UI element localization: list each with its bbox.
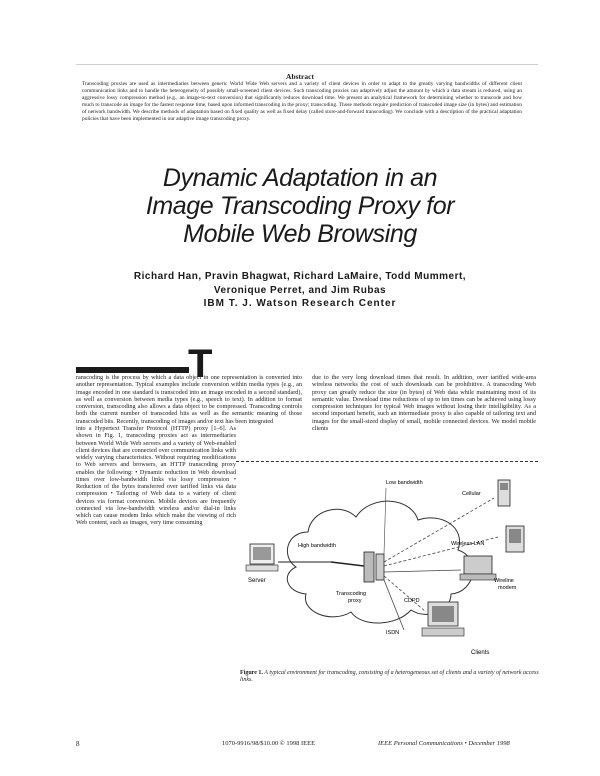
label-wireline-2: modem	[498, 585, 517, 591]
title-line-2: Image Transcoding Proxy for	[145, 192, 455, 220]
drop-cap: T	[188, 342, 213, 386]
abstract-body: Transcoding proxies are used as intermediaries between generic World Wide Web servers and a variety of client devices in order to adapt to the greatly varying bandwidths of different client communication links and to handle the heterogeneity of possibly small-screened client devices. Such transcoding proxies can adaptively adjust the amount by which a data stream is reduced, using an aggressive lossy compression method (e.g., an image-to-text conversion) that significantly reduces download time. We present an analytical framework for determining whether to transcode and how much to transcode an image for the fastest response time, based upon informed transcoding in the proxy; transcoding. Those methods require prediction of transcoded image size (in bytes) and estimation of network bandwidth. We describe methods of adaptation based on fixed quality as well as fixed delay (called store-and-forward transcoding). We conclude with a description of the practical adaptation policies that have been implemented in our adaptive image transcoding proxy.	[82, 81, 522, 122]
network-diagram	[236, 462, 538, 670]
label-high-bandwidth: High bandwidth	[298, 543, 336, 549]
label-transcoding-proxy-1: Transcoding	[336, 591, 367, 597]
proxy-icon	[364, 552, 384, 582]
label-wireline-1: Wireline	[494, 578, 514, 584]
authors-line-1: Richard Han, Pravin Bhagwat, Richard LaMaire, Todd Mummert,	[133, 271, 467, 282]
title-line-1: Dynamic Adaptation in an	[162, 164, 438, 192]
title-line-3: Mobile Web Browsing	[183, 220, 417, 248]
body-column-1-top: ranscoding is the process by which a data object in one representation is converted into another representation. Typical examples include conversion within media types (e.g., an image encoded in one standard is transcoded into an image encoded in a second standard), as well as conversion between media types (e.g., speech to text). In addition to format conversion, transcoding also allows a data object to be compressed. Transcoding controls both the current number of transcoded bits as well as the semantic meaning of those transcoded bits. Recently, transcoding of images and/or text has been integrated	[76, 374, 302, 425]
body-column-2-top: due to the very long download times that result. In addition, over tariffed wide-area wireless networks the cost of such downloads can be prohibitive. A transcoding Web proxy can greatly reduce the size (in bytes) of Web data while maintaining most of its semantic value. Download time reductions of up to ten times can be achieved using lossy compression techniques for typical Web images without losing their intelligibility. As a second important benefit, such an intermediate proxy is also capable of tailoring text and images for the small-sized display of small, mobile connected devices. We model mobile clients	[312, 374, 536, 432]
figure-label: Figure 1.	[240, 670, 263, 676]
page-number: 8	[76, 740, 80, 748]
label-cellular: Cellular	[462, 491, 481, 497]
figure-caption-text: A typical environment for transcoding, consisting of a heterogeneous set of clients and a variety of network access links.	[240, 670, 539, 683]
footer-copyright-code: 1070-9916/98/$10.00 © 1998 IEEE	[222, 740, 316, 747]
label-isdn: ISDN	[386, 630, 400, 636]
header-rule	[76, 64, 538, 65]
authors-line-2: Veronique Perret, and Jim Rubas	[213, 285, 387, 296]
label-server: Server	[248, 578, 266, 584]
abstract-heading: Abstract	[286, 72, 314, 81]
cellular-phone-icon	[498, 480, 510, 506]
label-clients: Clients	[471, 650, 490, 656]
laptop-icon	[460, 556, 496, 580]
pda-icon	[506, 526, 524, 552]
label-transcoding-proxy-2: proxy	[348, 598, 362, 604]
desktop-icon	[422, 602, 464, 636]
server-icon	[246, 544, 278, 571]
body-column-1-narrow: into a Hypertext Transfer Protocol (HTTP) proxy [1–6]. As shown in Fig. 1, transcoding proxies act as intermediaries between World Wide Web servers and a variety of Web-enabled client devices that are connected over communication links with widely varying characteristics. Without requiring modifications to Web servers and browsers, an HTTP transcoding proxy enables the following: • Dynamic reduction in Web download times over low-bandwidth links via lossy compression • Reduction of the bytes transferred over tariffed links via data compression • Tailoring of Web data to a variety of client devices via format conversion. Mobile devices are frequently connected via low-bandwidth wireless and/or dial-in links which can cause modem links which make the viewing of rich Web content, such as images, very time consuming	[76, 425, 236, 527]
affiliation: IBM T. J. Watson Research Center	[203, 298, 397, 309]
label-cdpd: CDPD	[404, 598, 420, 604]
label-wireless-lan: Wireless LAN	[451, 541, 485, 547]
label-low-bandwidth: Low bandwidth	[386, 480, 423, 486]
author-list	[60, 270, 540, 298]
footer-journal: IEEE Personal Communications • December 1998	[378, 740, 510, 747]
paper-title	[120, 164, 480, 248]
dropcap-bar	[76, 367, 189, 373]
figure-caption	[240, 670, 540, 684]
